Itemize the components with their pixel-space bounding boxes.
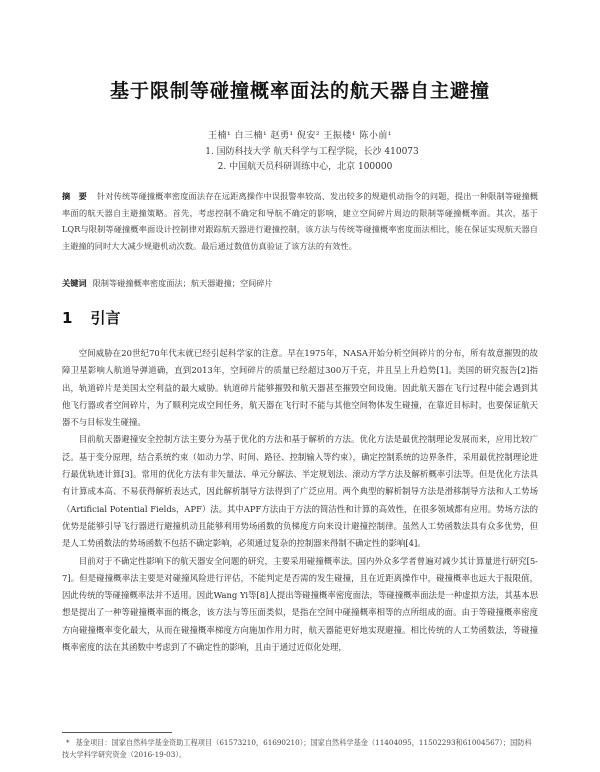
paragraph: 目前航天器避撞安全控制方法主要分为基于优化的方法和基于解析的方法。优化方法是最优控制理论发展而来，应用比较广泛。基于变分原理，结合系统约束（如动力学、时间、路径、控制输入等约束），确定控制系统的边界条件，采用最优控制理论进行最优轨迹计算[3]。常用的优化方法有非矢量法、单元分解法、半定规划法、滚动方学方法及解析概率引法等。但是优化方法具有计算成本高、不易获得解析表达式，因此解析制导方法得到了广泛应用。两个典型的解析制导方法是滑移制导方法和人工势场（Artificial Potential Fields，APF）法。其中APF方法由于方法的简洁性和计算的高效性，在很多领域都有应用。势场方法的优势是能够引导飞行器进行避撞机动且能够利用势场函数的负梯度方向来设计避撞控制律。虽然人工势函数法具有众多优势，但是人工势函数法的势场函数不包括不确定影响，必须通过复杂的控制器来得制不确定性的影响[4]。: [62, 434, 538, 549]
section-number: 1: [62, 309, 73, 327]
keywords: [62, 278, 538, 289]
author-list: 王楠¹ 白三楠¹ 赵勇¹ 倪安² 王振楼¹ 陈小前¹: [208, 131, 392, 141]
section-title: 引言: [90, 309, 121, 327]
paragraph: 空间威胁在20世纪70年代末就已经引起科学家的注意。早在1975年，NASA开始分析空间碎片的分布，所有故意摧毁的故障卫星影响人航道导弹道确，直到2013年，空间碎片的质量已经超过300万千克，并且呈上升趋势[1]。美国的研究报告[2]指出，轨道碎片是美国太空利益的最大威胁。轨道碎片能够摧毁和航天器甚至摧毁空间设施。因此航天器在飞行过程中能会遇到其他飞行器或者空间碎片，为了顺利完成空间任务，航天器在飞行时不能与其他空间物体发生碰撞，在靠近目标时，也要保证航天器不与目标发生碰撞。: [62, 348, 538, 428]
keywords-text: 限制等碰撞概率密度面法；航天器避撞；空间碎片: [92, 278, 273, 288]
section-heading: [62, 307, 120, 328]
keywords-label: 关键词: [62, 278, 87, 288]
affiliation-1: 1. 国防科技大学 航天科学与工程学院，长沙 410073: [205, 147, 419, 157]
abstract: [62, 188, 538, 254]
footnote-text: 基金项目：国家自然科学基金资助工程项目（61573210，61690210）；国家自然科学基金（11404095，11502293和61004567）；国防科技大学科学研究资金（2016-19-03）。: [62, 738, 532, 759]
abstract-label: 摘 要: [62, 191, 87, 201]
footnote-divider: [62, 732, 172, 733]
abstract-text: 针对传统等碰撞概率密度面法存在远距离操作中误报警率较高、发出较多的规避机动指令的问题，提出一种限制等碰撞概率面的航天器自主避撞策略。首先，考虑控制不确定和导航不确定的影响，建立空间碎片周边的限制等碰撞概率面。其次，基于LQR与限制等碰撞概率面设计控制律对跟踪航天器进行避撞控制，该方法与传统等碰撞概率密度面法相比，能在保证实现航天器自主避撞的同时大大减少规避机动次数。最后通过数值仿真验证了该方法的有效性。: [62, 191, 538, 251]
paragraph: 目前对于不确定性影响下的航天器安全问题的研究，主要采用碰撞概率法。国内外众多学者曾遍对减少其计算量进行研究[5-7]。但是碰撞概率法主要是对碰撞风险进行评估，不能判定是否需的发生碰撞，且在近距离操作中，碰撞概率也远大于报限值，因此传统的等碰撞概率法并不适用。因此Wang Yi等[8]人提出等碰撞概率密度面法，等碰撞概率面法是一种虚拟方法，其基本思想是提出了一种等碰撞概率面的概念，该方法与等压面类似，是指在空间中碰撞概率相等的点所组成的面。由于等碰撞概率密度方向碰撞概率变化最大，从而在碰撞概率梯度方向施加作用力时，航天器能更好地实现避撞。相比传统的人工势函数法，等碰撞概率密度的法在其函数中考虑到了不确定性的影响，且由于通过近似化处理，: [62, 555, 538, 653]
body-text: [62, 345, 538, 656]
footnote: [62, 737, 538, 761]
footnote-marker: *: [66, 738, 70, 747]
affiliation-2: 2. 中国航天员科研训练中心，北京 100000: [217, 162, 393, 172]
paper-title: 基于限制等碰撞概率面法的航天器自主避撞: [109, 80, 490, 102]
